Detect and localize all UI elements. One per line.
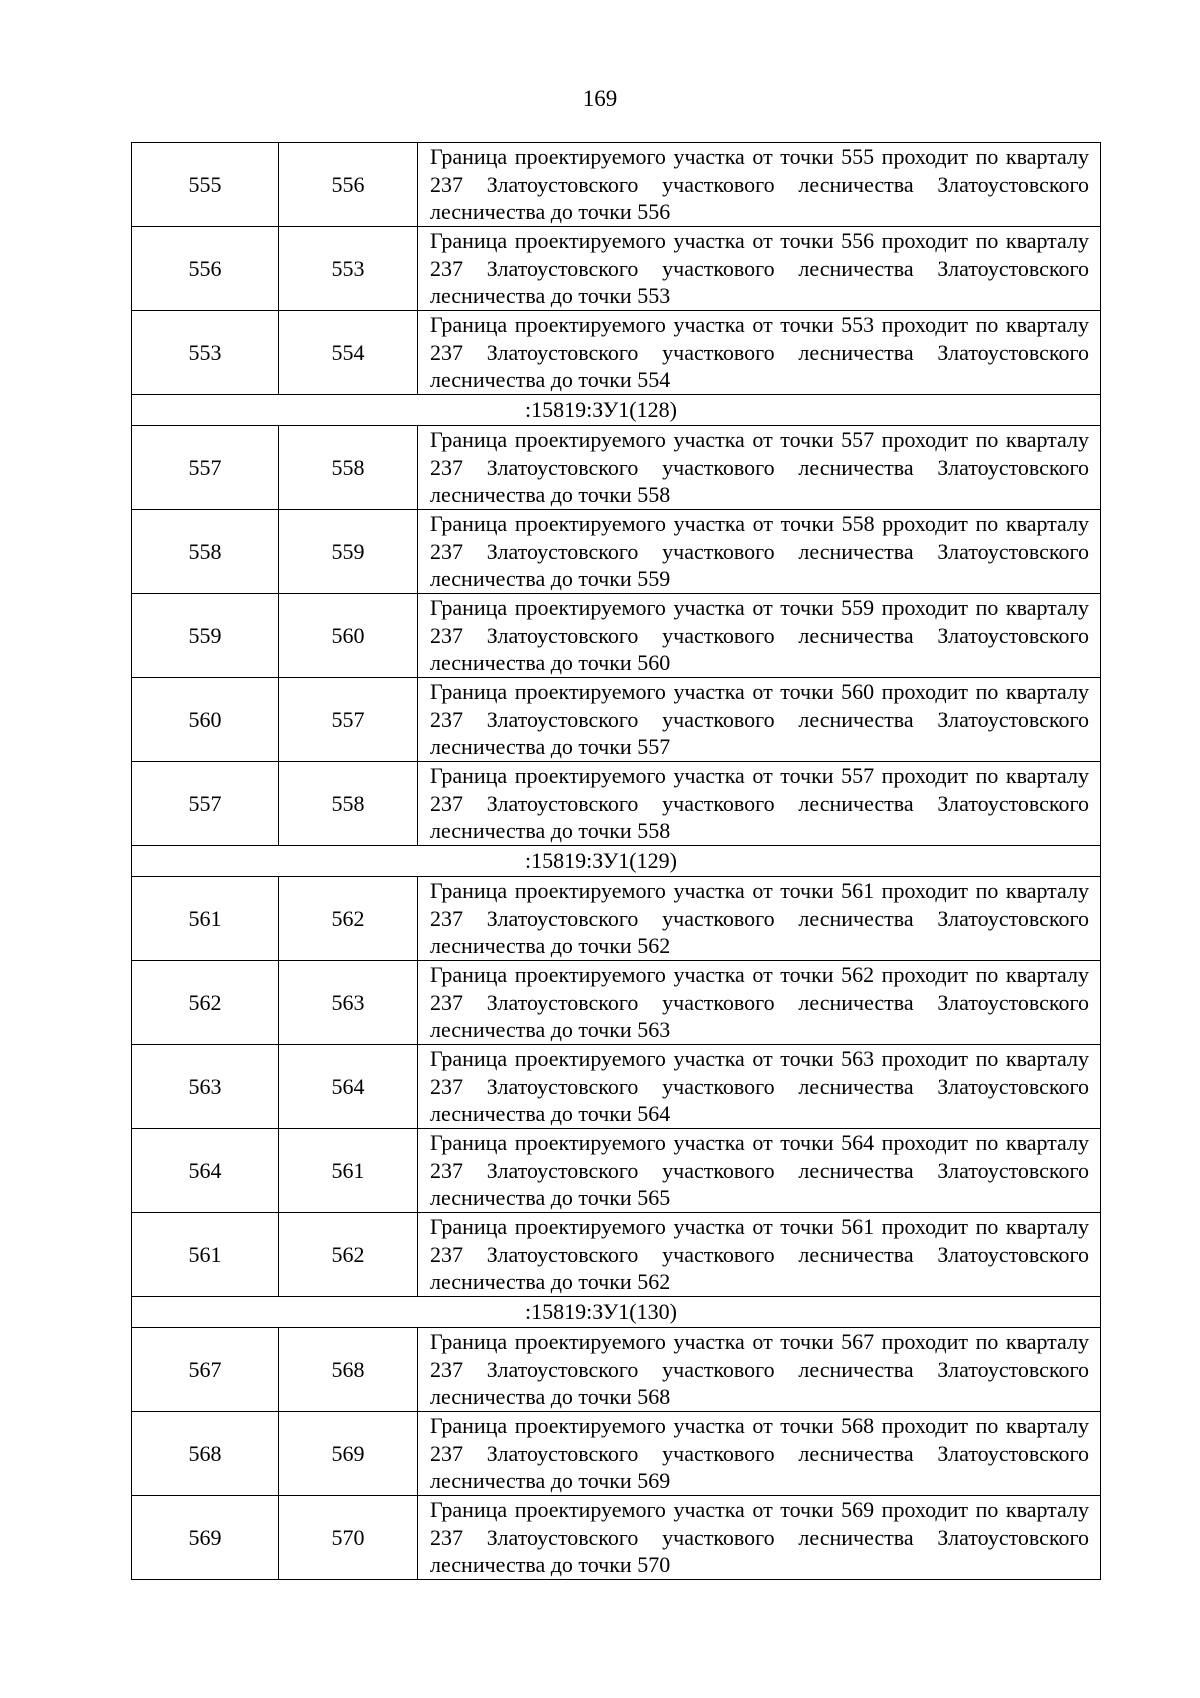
description-cell [418,227,1101,311]
section-title: :15819:ЗУ1(128) [132,395,1101,426]
point-from-cell: 556 [132,227,279,311]
description-cell [418,877,1101,961]
section-header-row [132,395,1101,426]
point-from-cell: 567 [132,1328,279,1412]
point-from-cell: 562 [132,961,279,1045]
description-text: Граница проектируемого участка от точки 561 проходит по кварталу 237 Златоустовского участкового лесничества Златоустовского лесничества до точки 562 [430,1214,1089,1295]
description-cell [418,311,1101,395]
table-row [132,594,1101,678]
boundary-table [131,142,1101,1580]
point-to-cell: 562 [279,1213,418,1297]
point-to-cell: 561 [279,1129,418,1213]
description-text: Граница проектируемого участка от точки 561 проходит по кварталу 237 Златоустовского участкового лесничества Златоустовского лесничества до точки 562 [430,878,1089,959]
description-cell [418,1045,1101,1129]
description-text: Граница проектируемого участка от точки 559 проходит по кварталу 237 Златоустовского участкового лесничества Златоустовского лесничества до точки 560 [430,595,1089,676]
table-row [132,1328,1101,1412]
point-from-cell: 559 [132,594,279,678]
point-to-cell: 553 [279,227,418,311]
point-to-cell: 556 [279,143,418,227]
description-cell [418,143,1101,227]
description-cell [418,762,1101,846]
description-text: Граница проектируемого участка от точки 555 проходит по кварталу 237 Златоустовского участкового лесничества Златоустовского лесничества до точки 556 [430,144,1089,225]
description-cell [418,426,1101,510]
point-to-cell: 560 [279,594,418,678]
table-row [132,227,1101,311]
table-row [132,510,1101,594]
description-cell [418,1213,1101,1297]
description-cell [418,1412,1101,1496]
table-row [132,961,1101,1045]
table-row [132,678,1101,762]
point-from-cell: 557 [132,426,279,510]
table-row [132,143,1101,227]
description-text: Граница проектируемого участка от точки 568 проходит по кварталу 237 Златоустовского участкового лесничества Златоустовского лесничества до точки 569 [430,1413,1089,1494]
point-to-cell: 563 [279,961,418,1045]
table-row [132,762,1101,846]
point-from-cell: 561 [132,877,279,961]
description-cell [418,594,1101,678]
point-to-cell: 554 [279,311,418,395]
point-from-cell: 561 [132,1213,279,1297]
table-row [132,1045,1101,1129]
description-text: Граница проектируемого участка от точки 567 проходит по кварталу 237 Златоустовского участкового лесничества Златоустовского лесничества до точки 568 [430,1329,1089,1410]
table-row [132,877,1101,961]
description-text: Граница проектируемого участка от точки 560 проходит по кварталу 237 Златоустовского участкового лесничества Златоустовского лесничества до точки 557 [430,679,1089,760]
point-to-cell: 570 [279,1496,418,1580]
point-to-cell: 558 [279,426,418,510]
table-row [132,1496,1101,1580]
point-to-cell: 562 [279,877,418,961]
description-text: Граница проектируемого участка от точки 558 рроходит по кварталу 237 Златоустовского участкового лесничества Златоустовского лесничества до точки 559 [430,511,1089,592]
description-cell [418,1496,1101,1580]
point-to-cell: 559 [279,510,418,594]
point-from-cell: 568 [132,1412,279,1496]
description-text: Граница проектируемого участка от точки 564 проходит по кварталу 237 Златоустовского участкового лесничества Златоустовского лесничества до точки 565 [430,1130,1089,1211]
point-from-cell: 564 [132,1129,279,1213]
point-from-cell: 553 [132,311,279,395]
page-number: 169 [582,86,618,111]
point-from-cell: 557 [132,762,279,846]
description-cell [418,1129,1101,1213]
table-row [132,311,1101,395]
point-to-cell: 558 [279,762,418,846]
table-row [132,426,1101,510]
description-text: Граница проектируемого участка от точки 569 проходит по кварталу 237 Златоустовского участкового лесничества Златоустовского лесничества до точки 570 [430,1497,1089,1578]
description-cell [418,510,1101,594]
point-to-cell: 568 [279,1328,418,1412]
description-text: Граница проектируемого участка от точки 562 проходит по кварталу 237 Златоустовского участкового лесничества Златоустовского лесничества до точки 563 [430,962,1089,1043]
point-from-cell: 569 [132,1496,279,1580]
point-to-cell: 557 [279,678,418,762]
point-from-cell: 558 [132,510,279,594]
section-header-row [132,1297,1101,1328]
table-row [132,1412,1101,1496]
description-text: Граница проектируемого участка от точки 563 проходит по кварталу 237 Златоустовского участкового лесничества Златоустовского лесничества до точки 564 [430,1046,1089,1127]
section-header-row [132,846,1101,877]
table-row [132,1129,1101,1213]
description-cell [418,1328,1101,1412]
description-text: Граница проектируемого участка от точки 557 проходит по кварталу 237 Златоустовского участкового лесничества Златоустовского лесничества до точки 558 [430,763,1089,844]
point-to-cell: 569 [279,1412,418,1496]
section-title: :15819:ЗУ1(129) [132,846,1101,877]
point-from-cell: 563 [132,1045,279,1129]
description-cell [418,678,1101,762]
description-text: Граница проектируемого участка от точки 553 проходит по кварталу 237 Златоустовского участкового лесничества Златоустовского лесничества до точки 554 [430,312,1089,393]
point-from-cell: 560 [132,678,279,762]
point-from-cell: 555 [132,143,279,227]
point-to-cell: 564 [279,1045,418,1129]
boundary-table-body [132,143,1101,1580]
description-text: Граница проектируемого участка от точки 557 проходит по кварталу 237 Златоустовского участкового лесничества Златоустовского лесничества до точки 558 [430,427,1089,508]
description-text: Граница проектируемого участка от точки 556 проходит по кварталу 237 Златоустовского участкового лесничества Златоустовского лесничества до точки 553 [430,228,1089,309]
table-row [132,1213,1101,1297]
section-title: :15819:ЗУ1(130) [132,1297,1101,1328]
description-cell [418,961,1101,1045]
